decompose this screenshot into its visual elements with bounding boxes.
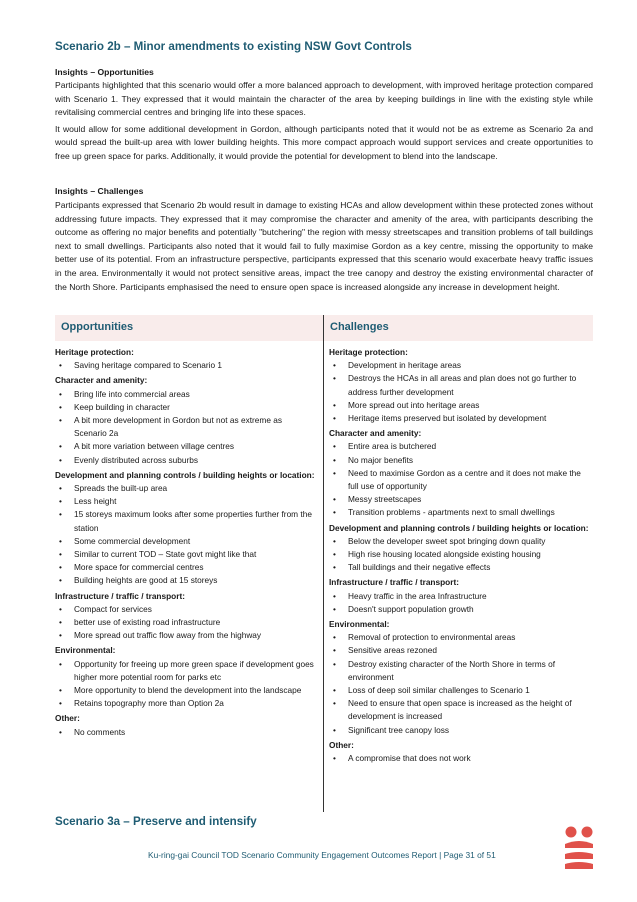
list-item: • Messy streetscapes <box>329 493 593 506</box>
table-section-heading: Environmental: <box>329 619 390 630</box>
list-item: • Heritage items preserved but isolated by development <box>329 412 593 425</box>
list-item: • Loss of deep soil similar challenges to Scenario 1 <box>329 684 593 697</box>
opportunities-column <box>55 344 317 739</box>
list-item: • Bring life into commercial areas <box>55 388 317 401</box>
list-item: • Retains topography more than Option 2a <box>55 697 317 710</box>
challenges-header <box>324 315 593 341</box>
challenges-header-label: Challenges <box>330 321 389 333</box>
list-item: • Destroy existing character of the North Shore in terms of environment <box>329 658 593 684</box>
list-item: • Tall buildings and their negative effects <box>329 561 593 574</box>
list-item: • Doesn't support population growth <box>329 603 593 616</box>
page-footer: Ku-ring-gai Council TOD Scenario Community Engagement Outcomes Report | Page 31 of 51 <box>148 850 496 860</box>
bullet-list <box>329 590 593 616</box>
table-section-heading: Other: <box>55 713 80 724</box>
list-item: • More space for commercial centres <box>55 561 317 574</box>
table-section-heading: Heritage protection: <box>329 347 408 357</box>
list-item: • Below the developer sweet spot bringing down quality <box>329 535 593 548</box>
insights-table <box>55 315 593 812</box>
table-section-heading: Other: <box>329 739 354 750</box>
bullet-list <box>55 388 317 467</box>
table-section-heading: Heritage protection: <box>55 347 134 357</box>
bullet-list <box>329 535 593 575</box>
council-logo-icon <box>563 826 595 870</box>
list-item: • 15 storeys maximum looks after some properties further from the station <box>55 508 317 534</box>
list-item: • Transition problems - apartments next to small dwellings <box>329 506 593 519</box>
section-title: Scenario 2b – Minor amendments to existing NSW Govt Controls <box>55 40 412 53</box>
bullet-list <box>55 658 317 711</box>
list-item: • More spread out into heritage areas <box>329 399 593 412</box>
opportunities-paragraph-1: Participants highlighted that this scenario would offer a more balanced approach to development, with improved heritage protection compared with Scenario 1. They expressed that it would maintain the character of the area by keeping buildings in line with the existing style while revitalising commercial centres and bringing life into these spaces. <box>55 80 593 118</box>
list-item: • A compromise that does not work <box>329 752 593 765</box>
list-item: • Sensitive areas rezoned <box>329 644 593 657</box>
next-section-title: Scenario 3a – Preserve and intensify <box>55 815 257 828</box>
bullet-list <box>55 603 317 643</box>
list-item: • Evenly distributed across suburbs <box>55 454 317 467</box>
list-item: • Need to maximise Gordon as a centre and it does not make the full use of opportunity <box>329 467 593 493</box>
list-item: • Similar to current TOD – State govt might like that <box>55 548 317 561</box>
bullet-list <box>329 752 593 765</box>
list-item: • Removal of protection to environmental areas <box>329 631 593 644</box>
challenges-heading: Insights – Challenges <box>55 186 144 196</box>
table-section-heading: Infrastructure / traffic / transport: <box>55 590 186 601</box>
list-item: • No major benefits <box>329 454 593 467</box>
list-item: • No comments <box>55 726 317 739</box>
challenges-paragraph: Participants expressed that Scenario 2b would result in damage to existing HCAs and allow development within these protected zones without addressing future impacts. They expressed that it may compromise the character and amenity of the area, with participants describing the outcome as offering no major benefits and potentially "butchering" the region with messy streetscapes and transition problems of tall buildings next to small dwellings. Participants also noted that it would fail to fully maximise Gordon as a key centre, missing the opportunity to make better use of its potential. From an infrastructure perspective, participants expressed that this scenario would exacerbate heavy traffic issues in the area. Environmentally it would not protect sensitive areas, impact the tree canopy and destroy the existing environmental character of the North Shore. Participants emphasised the need to ensure open space is increased alongside any increase in development height. <box>55 200 593 292</box>
list-item: • Development in heritage areas <box>329 359 593 372</box>
table-section-heading: Development and planning controls / building heights or location: <box>329 522 589 533</box>
list-item: • better use of existing road infrastructure <box>55 616 317 629</box>
opportunities-paragraph-2: It would allow for some additional development in Gordon, although participants noted that it would not be as extreme as Scenario 2a and would spread the built-up area with lower building heights. This more compact approach would support services and create opportunities to free up green space for parks. Additionally, it would provide the potential for development to blend into the landscape. <box>55 123 593 161</box>
bullet-list <box>55 359 317 372</box>
opportunities-header <box>55 315 323 341</box>
bullet-list <box>329 359 593 425</box>
table-section-heading: Character and amenity: <box>55 375 148 386</box>
list-item: • Compact for services <box>55 603 317 616</box>
list-item: • More opportunity to blend the development into the landscape <box>55 684 317 697</box>
bullet-list <box>55 726 317 739</box>
list-item: • Significant tree canopy loss <box>329 724 593 737</box>
table-section-heading: Infrastructure / traffic / transport: <box>329 577 460 588</box>
bullet-list <box>329 440 593 519</box>
list-item: • Spreads the built-up area <box>55 482 317 495</box>
table-section-heading: Character and amenity: <box>329 428 422 439</box>
list-item: • A bit more variation between village centres <box>55 440 317 453</box>
table-section-heading: Environmental: <box>55 645 116 656</box>
bullet-list <box>329 631 593 737</box>
table-section-heading: Development and planning controls / building heights or location: <box>55 469 315 480</box>
opportunities-header-label: Opportunities <box>61 321 134 333</box>
bullet-list <box>55 482 317 588</box>
list-item: • Need to ensure that open space is increased as the height of development is increased <box>329 697 593 723</box>
opportunities-heading: Insights – Opportunities <box>55 67 154 77</box>
column-divider <box>323 315 324 812</box>
list-item: • High rise housing located alongside existing housing <box>329 548 593 561</box>
list-item: • More spread out traffic flow away from the highway <box>55 629 317 642</box>
list-item: • Destroys the HCAs in all areas and plan does not go further to address further development <box>329 372 593 398</box>
list-item: • Keep building in character <box>55 401 317 414</box>
list-item: • Opportunity for freeing up more green space if development goes higher more potential room for parks etc <box>55 658 317 684</box>
list-item: • A bit more development in Gordon but not as extreme as Scenario 2a <box>55 414 317 440</box>
list-item: • Entire area is butchered <box>329 440 593 453</box>
challenges-column <box>329 344 593 765</box>
list-item: • Saving heritage compared to Scenario 1 <box>55 359 317 372</box>
challenges-text <box>55 199 593 294</box>
list-item: • Heavy traffic in the area Infrastructure <box>329 590 593 603</box>
list-item: • Some commercial development <box>55 535 317 548</box>
list-item: • Building heights are good at 15 storeys <box>55 574 317 587</box>
opportunities-text <box>55 79 593 164</box>
list-item: • Less height <box>55 495 317 508</box>
